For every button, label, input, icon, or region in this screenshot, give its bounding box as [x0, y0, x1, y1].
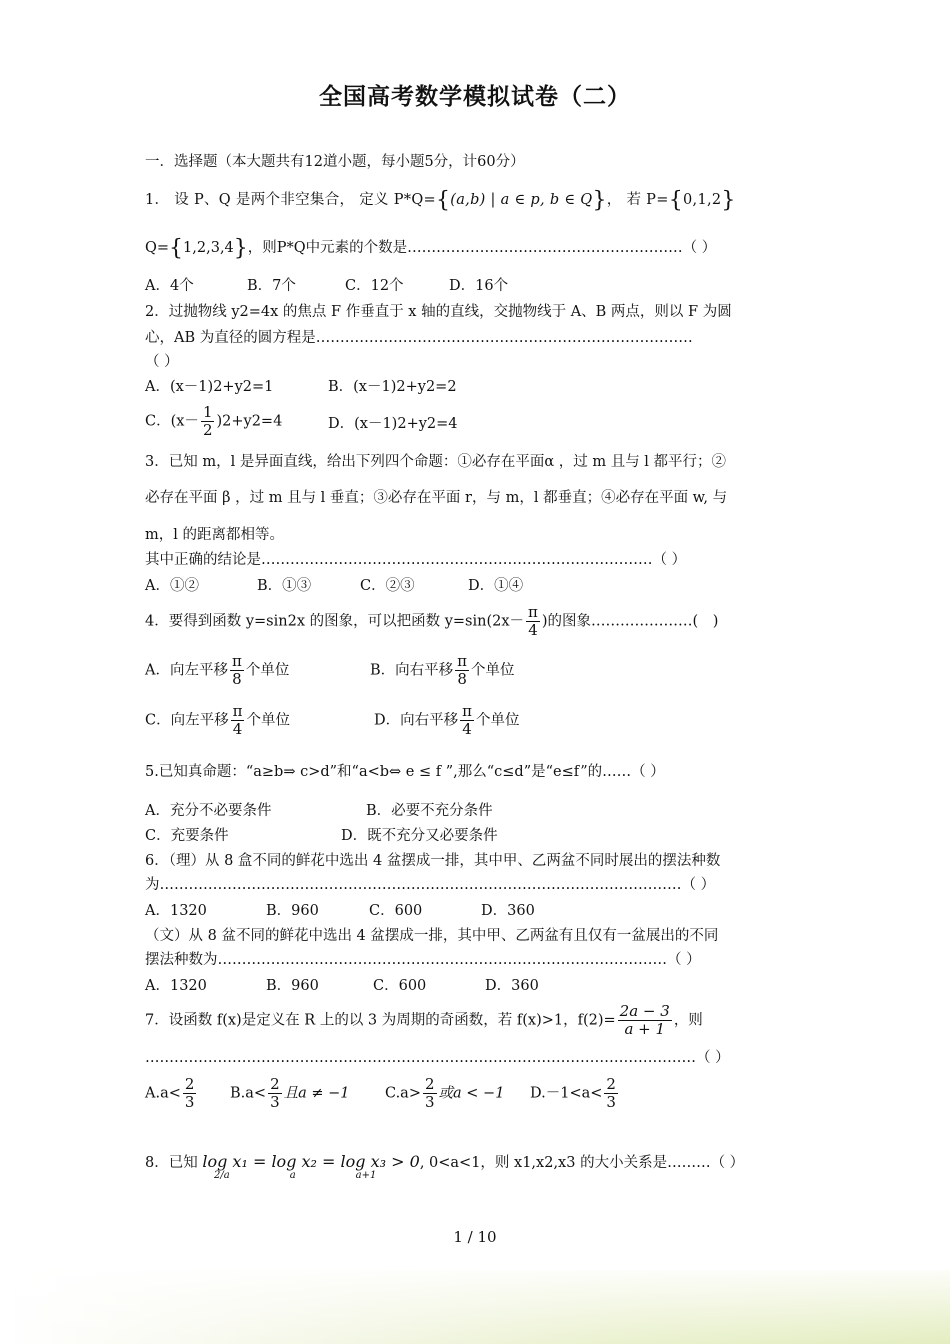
- q4-option-c: C．向左平移 $\frac{\pi}{4}$ 个单位: [145, 702, 290, 738]
- q5-line: 5.已知真命题：“a≥b⇒ c>d”和“a<b⇔ e ≤ f ”,那么“c≤d”是“e≤f”的……（ ）: [145, 764, 665, 780]
- fraction: $\frac{\pi}{4}$: [528, 603, 538, 639]
- q4-option-d: D．向右平移 $\frac{\pi}{4}$ 个单位: [374, 702, 520, 738]
- q5-option-a: A．充分不必要条件: [145, 803, 272, 819]
- q2-option-a: A．(x－1)2+y2=1: [145, 379, 274, 395]
- q7-option-d: D.－1<a< $\frac{2}{3}$: [530, 1075, 616, 1111]
- q2-option-b: B．(x－1)2+y2=2: [328, 379, 457, 395]
- q4-option-b: B．向右平移 $\frac{\pi}{8}$ 个单位: [370, 652, 515, 688]
- q6-option-a: A．1320: [145, 903, 207, 919]
- fraction: $\frac{2a - 3}{a + 1}$: [619, 1002, 670, 1038]
- q2-line2: 心，AB 为直径的圆方程是……………………………………………………………………: [145, 330, 693, 346]
- q1-option-b: B．7个: [247, 278, 296, 294]
- decorative-footer-fade: [0, 1270, 950, 1344]
- q7-dots: ……………………………………………………………………………………………………（ ）: [145, 1050, 730, 1066]
- page-number: 1 / 10: [453, 1228, 497, 1246]
- q3-option-b: B．①③: [257, 578, 312, 594]
- q3-option-d: D．①④: [468, 578, 524, 594]
- q7-option-b: B.a< $\frac{2}{3}$ 且a ≠ −1: [230, 1075, 350, 1111]
- q2-line1: 2．过抛物线 y2=4x 的焦点 F 作垂直于 x 轴的直线，交抛物线于 A、B 两点，则以 F 为圆: [145, 304, 732, 320]
- q3-line2: 必存在平面 β ，过 m 且与 l 垂直；③必存在平面 r，与 m，l 都垂直；④必存在平面 w, 与: [145, 490, 728, 506]
- q6-wen-option-a: A．1320: [145, 978, 207, 994]
- q1-line1: 1． 设 P、Q 是两个非空集合， 定义 P*Q={(a,b) | a ∈ p, b ∈ Q}， 若 P={0,1,2}: [145, 188, 736, 213]
- q6-wen-option-b: B．960: [266, 978, 319, 994]
- q6-option-d: D．360: [481, 903, 535, 919]
- q1-option-d: D．16个: [449, 278, 509, 294]
- q1-line2: Q={1,2,3,4}，则P*Q中元素的个数是…………………………………………………（ ）: [145, 236, 717, 261]
- q3-line1: 3．已知 m，l 是异面直线，给出下列四个命题：①必存在平面α ，过 m 且与 l 都平行；②: [145, 454, 727, 470]
- q2-option-d: D．(x－1)2+y2=4: [328, 416, 458, 432]
- q7-option-c: C.a> $\frac{2}{3}$ 或a < −1: [385, 1075, 505, 1111]
- q2-option-c: C．(x－ $\frac{1}{2}$ )2+y2=4: [145, 403, 283, 439]
- page-title: 全国高考数学模拟试卷（二）: [319, 84, 631, 110]
- q6-option-b: B．960: [266, 903, 319, 919]
- q1-option-c: C．12个: [345, 278, 404, 294]
- q3-line4: 其中正确的结论是………………………………………………………………………（ ）: [145, 552, 687, 568]
- q6-wen-option-d: D．360: [485, 978, 539, 994]
- q3-line3: m，l 的距离都相等。: [145, 527, 284, 543]
- q4-line: 4．要得到函数 y=sin2x 的图象，可以把函数 y=sin(2x－ $\frac{\pi}{4}$ )的图象…………………( ): [145, 603, 719, 639]
- q4-option-a: A．向左平移 $\frac{\pi}{8}$ 个单位: [145, 652, 290, 688]
- q8-subscripts: 2/a a a+1: [214, 1170, 377, 1181]
- q6-line4: 摆法种数为…………………………………………………………………………………（ ）: [145, 952, 701, 968]
- q6-wen-option-c: C．600: [373, 978, 427, 994]
- q1-option-a: A．4个: [145, 278, 194, 294]
- q5-option-b: B．必要不充分条件: [366, 803, 493, 819]
- q5-option-c: C．充要条件: [145, 828, 229, 844]
- q5-option-d: D．既不充分又必要条件: [341, 828, 498, 844]
- q6-line1: 6．（理）从 8 盒不同的鲜花中选出 4 盆摆成一排，其中甲、乙两盆不同时展出的摆法种数: [145, 853, 721, 869]
- q7-option-a: A.a< $\frac{2}{3}$: [145, 1075, 195, 1111]
- q7-line: 7．设函数 f(x)是定义在 R 上的以 3 为周期的奇函数，若 f(x)>1，f(2)= $\frac{2a - 3}{a + 1}$ ，则: [145, 1002, 703, 1038]
- q3-option-a: A．①②: [145, 578, 199, 594]
- q6-line2: 为………………………………………………………………………………………………（ ）: [145, 877, 716, 893]
- q3-option-c: C．②③: [360, 578, 415, 594]
- q6-line3: （文）从 8 盆不同的鲜花中选出 4 盆摆成一排，其中甲、乙两盆有且仅有一盆展出的不同: [145, 928, 719, 944]
- fraction: $\frac{1}{2}$: [202, 403, 213, 439]
- q2-line3: （ ）: [145, 354, 179, 370]
- q6-option-c: C．600: [369, 903, 423, 919]
- q8-line: 8．已知 log x₁ = log x₂ = log x₃ > 0, 0<a<1，则 x1,x2,x3 的大小关系是………（ ）: [145, 1152, 745, 1171]
- section-heading: 一．选择题（本大题共有12道小题，每小题5分，计60分）: [145, 154, 525, 170]
